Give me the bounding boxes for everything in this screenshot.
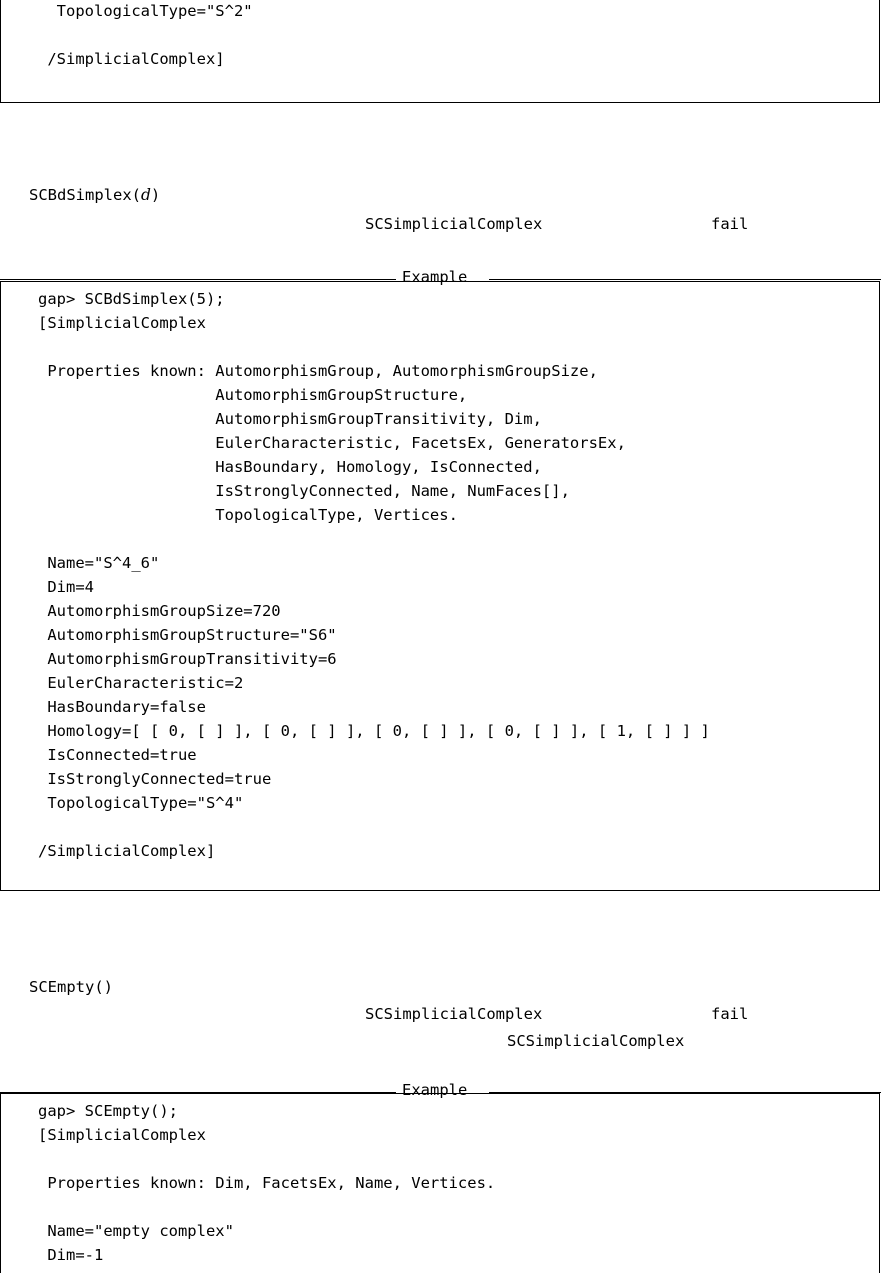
function-signature: SCEmpty(): [29, 978, 113, 996]
example-box-bdsimplex: [0, 281, 880, 891]
fail-word: fail: [711, 215, 749, 233]
example-box-top: [0, 0, 880, 103]
code-line: Name="S^4_6": [38, 554, 160, 572]
code-line: Dim=-1: [38, 1246, 104, 1264]
signature-name: SCBdSimplex(: [29, 186, 141, 204]
code-line: Properties known: AutomorphismGroup, AutomorphismGroupSize,: [38, 362, 598, 380]
code-line: Homology=[ [ 0, [ ] ], [ 0, [ ] ], [ 0, [ ] ], [ 0, [ ] ], [ 1, [ ] ] ]: [38, 722, 710, 740]
code-line: TopologicalType, Vertices.: [38, 506, 458, 524]
code-line: IsConnected=true: [38, 746, 197, 764]
code-line: HasBoundary, Homology, IsConnected,: [38, 458, 542, 476]
code-line: AutomorphismGroupSize=720: [38, 602, 281, 620]
code-line: [SimplicialComplex: [38, 1126, 206, 1144]
code-line: IsStronglyConnected=true: [38, 770, 272, 788]
example-label: Example: [402, 1081, 468, 1099]
code-line: /SimplicialComplex]: [38, 50, 225, 68]
code-line: EulerCharacteristic=2: [38, 674, 244, 692]
code-line: TopologicalType="S^2": [38, 2, 253, 20]
code-line: TopologicalType="S^4": [38, 794, 244, 812]
code-line: Dim=4: [38, 578, 94, 596]
example-box-empty: [0, 1093, 880, 1273]
function-signature: [29, 183, 160, 207]
signature-arg: d: [140, 186, 151, 204]
code-line: IsStronglyConnected, Name, NumFaces[],: [38, 482, 570, 500]
fail-word: fail: [711, 1005, 749, 1023]
code-line: AutomorphismGroupTransitivity, Dim,: [38, 410, 542, 428]
code-line: AutomorphismGroupStructure="S6": [38, 626, 337, 644]
return-type-2: SCSimplicialComplex: [507, 1032, 685, 1050]
code-line: gap> SCEmpty();: [38, 1102, 178, 1120]
code-line: Name="empty complex": [38, 1222, 234, 1240]
code-line: HasBoundary=false: [38, 698, 206, 716]
example-label: Example: [402, 268, 468, 286]
code-line: AutomorphismGroupStructure,: [38, 386, 468, 404]
code-line: AutomorphismGroupTransitivity=6: [38, 650, 337, 668]
code-line: /SimplicialComplex]: [38, 842, 216, 860]
signature-close: ): [150, 186, 161, 204]
return-type: SCSimplicialComplex: [365, 1005, 543, 1023]
code-line: [SimplicialComplex: [38, 314, 206, 332]
code-line: EulerCharacteristic, FacetsEx, GeneratorsEx,: [38, 434, 626, 452]
code-line: Properties known: Dim, FacetsEx, Name, Vertices.: [38, 1174, 496, 1192]
code-line: gap> SCBdSimplex(5);: [38, 290, 225, 308]
return-type: SCSimplicialComplex: [365, 215, 543, 233]
